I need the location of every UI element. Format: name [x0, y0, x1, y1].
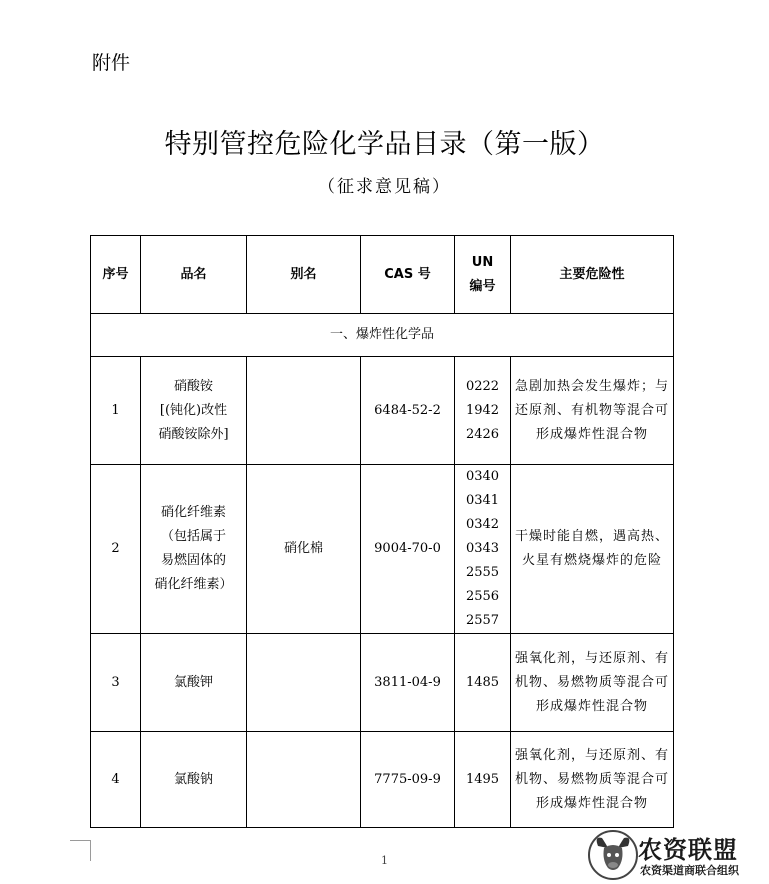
row-un-line: 1495	[465, 771, 500, 787]
row-name-line: 硝酸铵	[173, 378, 213, 394]
row-name	[141, 465, 247, 634]
row-un-line: 2557	[465, 613, 500, 628]
col-header-name: 品名	[141, 236, 247, 314]
table-row	[91, 732, 674, 828]
document-subtitle: （征求意见稿）	[318, 177, 451, 197]
row-un-line: 2426	[465, 426, 500, 442]
col-header-un	[455, 236, 511, 314]
row-un	[455, 732, 511, 828]
row-un-line: 2555	[465, 565, 500, 580]
row-name-line: （包括属于	[160, 529, 226, 544]
row-un-line: 0340	[465, 469, 500, 484]
row-cas: 7775-09-9	[361, 732, 455, 828]
row-un	[455, 465, 511, 634]
row-name-line: [(钝化)改性	[159, 402, 228, 418]
watermark	[586, 826, 769, 884]
row-un-line: 1942	[465, 402, 500, 418]
section-row	[91, 314, 674, 357]
col-header-hazard: 主要危险性	[511, 236, 674, 314]
row-un-line: 0341	[465, 493, 500, 508]
col-header-number: 序号	[91, 236, 141, 314]
col-header-un-line2: 编号	[469, 278, 496, 294]
row-name	[141, 634, 247, 732]
row-name-line: 硝酸铵除外]	[158, 426, 229, 442]
row-number: 4	[91, 732, 141, 828]
row-number: 1	[91, 357, 141, 465]
page-number: 1	[381, 854, 388, 867]
ox-head-logo-icon	[586, 828, 640, 882]
row-hazard: 强氧化剂，与还原剂、有机物、易燃物质等混合可形成爆炸性混合物	[511, 732, 674, 828]
col-header-un-line1: UN	[471, 254, 494, 270]
document-title: 特别管控危险化学品目录（第一版）	[164, 129, 605, 160]
row-un	[455, 357, 511, 465]
row-name	[141, 732, 247, 828]
row-name-line: 硝化纤维素	[160, 505, 226, 520]
row-hazard: 干燥时能自燃，遇高热、火星有燃烧爆炸的危险	[511, 465, 674, 634]
row-cas: 9004-70-0	[361, 465, 455, 634]
row-name	[141, 357, 247, 465]
row-alias	[247, 357, 361, 465]
row-alias	[247, 732, 361, 828]
row-alias	[247, 634, 361, 732]
col-header-alias: 别名	[247, 236, 361, 314]
row-un-line: 0222	[465, 378, 500, 394]
table-row	[91, 357, 674, 465]
row-cas: 3811-04-9	[361, 634, 455, 732]
table-row	[91, 634, 674, 732]
row-number: 3	[91, 634, 141, 732]
row-un-line: 0342	[465, 517, 500, 532]
row-number: 2	[91, 465, 141, 634]
row-un-line: 2556	[465, 589, 500, 604]
row-un	[455, 634, 511, 732]
table-header-row	[91, 236, 674, 314]
row-un-line: 1485	[465, 674, 500, 690]
attachment-label: 附件	[92, 52, 131, 74]
row-name-line: 易燃固体的	[160, 553, 226, 568]
watermark-tagline: 农资渠道商联合组织	[640, 864, 739, 877]
row-cas: 6484-52-2	[361, 357, 455, 465]
row-un-line: 0343	[465, 541, 500, 556]
section-title: 一、爆炸性化学品	[91, 314, 674, 357]
watermark-brand: 农资联盟	[638, 836, 738, 864]
table-row	[91, 465, 674, 634]
row-hazard: 急剧加热会发生爆炸；与还原剂、有机物等混合可形成爆炸性混合物	[511, 357, 674, 465]
row-name-line: 硝化纤维素）	[154, 577, 233, 592]
row-name-line: 氯酸钾	[173, 674, 213, 690]
chemical-catalog-table	[90, 235, 674, 828]
row-name-line: 氯酸钠	[173, 771, 213, 787]
row-alias: 硝化棉	[247, 465, 361, 634]
col-header-cas: CAS 号	[361, 236, 455, 314]
row-hazard: 强氧化剂，与还原剂、有机物、易燃物质等混合可形成爆炸性混合物	[511, 634, 674, 732]
